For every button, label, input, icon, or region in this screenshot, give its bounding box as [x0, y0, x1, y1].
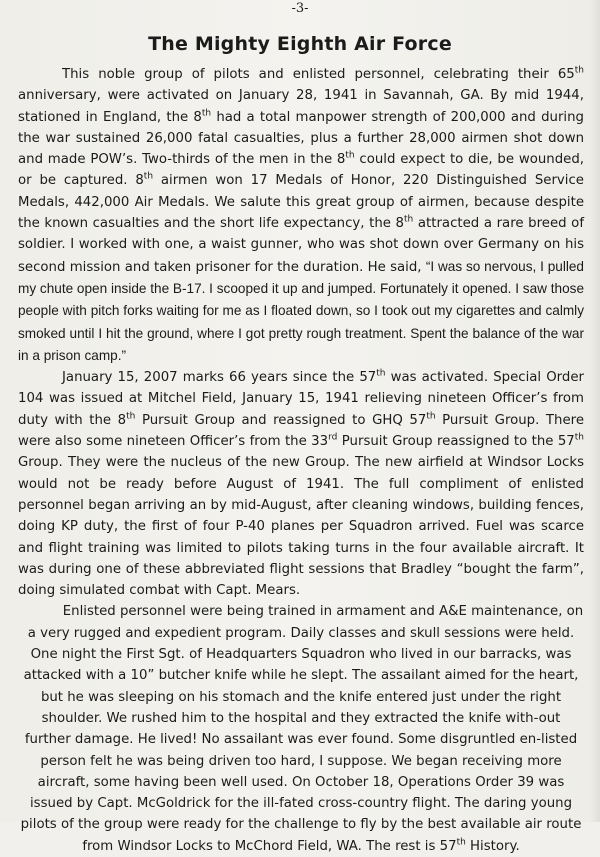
p1-text-f: attracted a rare breed of soldier. I worked with one, a waist gunner, who was shot down over Germany on his second mission and taken prisoner for the duration. He said, [18, 216, 584, 275]
p2-text-d: Pursuit Group. There were also some nineteen Officer’s from the 33 [18, 412, 585, 450]
paragraph-3 [18, 601, 584, 857]
gunner-quote: “I was so nervous, I pulled my chute open inside the B-17. I scooped it up and jumped. Fortunately it opened. I saw those people with pitch forks waiting for me as I floated down, so I took out my cigarettes and calmly smoked until I hit the ground, where I got pretty rough treatment. Spent the balance of the war in a prison camp.” [18, 258, 584, 363]
p1-text-c: had a total manpower strength of 200,000 and during the war sustained 26,000 fatal casualties, plus a further 28,000 airmen shot down and made POW’s. Two-thirds of the men in the 8 [18, 109, 584, 168]
p2-sup-e: th [574, 432, 585, 443]
p1-sup-a: th [574, 65, 584, 76]
p2-sup-b: th [126, 411, 136, 422]
p3-text-b: History. [465, 838, 520, 854]
p2-text-e: Pursuit Group reassigned to the 57 [337, 434, 575, 450]
p1-text-a: This noble group of pilots and enlisted personnel, celebrating their 65 [62, 67, 575, 82]
article-body [18, 64, 584, 857]
p3-sup-a: th [456, 837, 466, 848]
p2-text-c: Pursuit Group and reassigned to GHQ 57 [135, 412, 427, 428]
page-number: -3- [291, 1, 309, 16]
p1-text-b: anniversary, were activated on January 28, 1941 in Savannah, GA. By mid 1944, stationed in England, the 8 [18, 88, 584, 125]
p1-text-e: airmen won 17 Medals of Honor, 220 Distinguished Service Medals, 442,000 Air Medals. We salute this great group of airmen, because despite the known casualties and the short life expectancy, the 8 [18, 173, 584, 232]
p1-sup-b: th [201, 108, 212, 119]
paragraph-1 [18, 64, 584, 367]
p2-text-b: was activated. Special Order 104 was issued at Mitchel Field, January 15, 1941 relieving nineteen Officer’s from duty with the 8 [18, 370, 585, 428]
p1-text-d: could expect to die, be wounded, or be captured. 8 [18, 152, 585, 189]
p1-sup-d: th [143, 172, 154, 183]
p2-sup-d: rd [328, 432, 338, 443]
p3-text-a: Enlisted personnel were being trained in armament and A&E maintenance, on a very rugged and expedient program. Daily classes and skull sessions were held. One night the First Sgt. of Headquarters Squadron who lived in our barracks, was attacked with a 10” butcher knife while he slept. The assailant aimed for the heart, but he was sleeping on his stomach and the knife entered just under the right shoulder. We rushed him to the hospital and they extracted the knife with-out further damage. He lived! No assailant was ever found. Some disgruntled en-listed person felt he was being driven too hard, I suppose. We began receiving more aircraft, some having been well used. On October 18, Operations Order 39 was issued by Capt. McGoldrick for the ill-fated cross-country flight. The daring young pilots of the group were ready for the challenge to fly by the best available air route from Windsor Locks to McChord Field, WA. The rest is 57 [20, 604, 584, 854]
scan-edge-shadow [590, 0, 600, 822]
paragraph-2 [18, 367, 584, 601]
p1-sup-c: th [345, 150, 355, 161]
p1-sup-e: th [404, 214, 414, 225]
p2-sup-a: th [376, 368, 386, 379]
p2-sup-c: th [426, 411, 436, 422]
page-title: The Mighty Eighth Air Force [148, 33, 452, 55]
p2-text-f: Group. They were the nucleus of the new Group. The new airfield at Windsor Locks would not be ready before August of 1941. The full compliment of enlisted personnel began arriving an by mid-August, after cleaning windows, building fences, doing KP duty, the first of four P-40 planes per Squadron arrived. Fuel was scarce and flight training was limited to pilots taking turns in the four available aircraft. It was during one of these abbreviated flight sessions that Bradley “bought the farm”, doing simulated combat with Capt. Mears. [18, 455, 584, 599]
p2-text-a: January 15, 2007 marks 66 years since the 57 [62, 370, 377, 386]
